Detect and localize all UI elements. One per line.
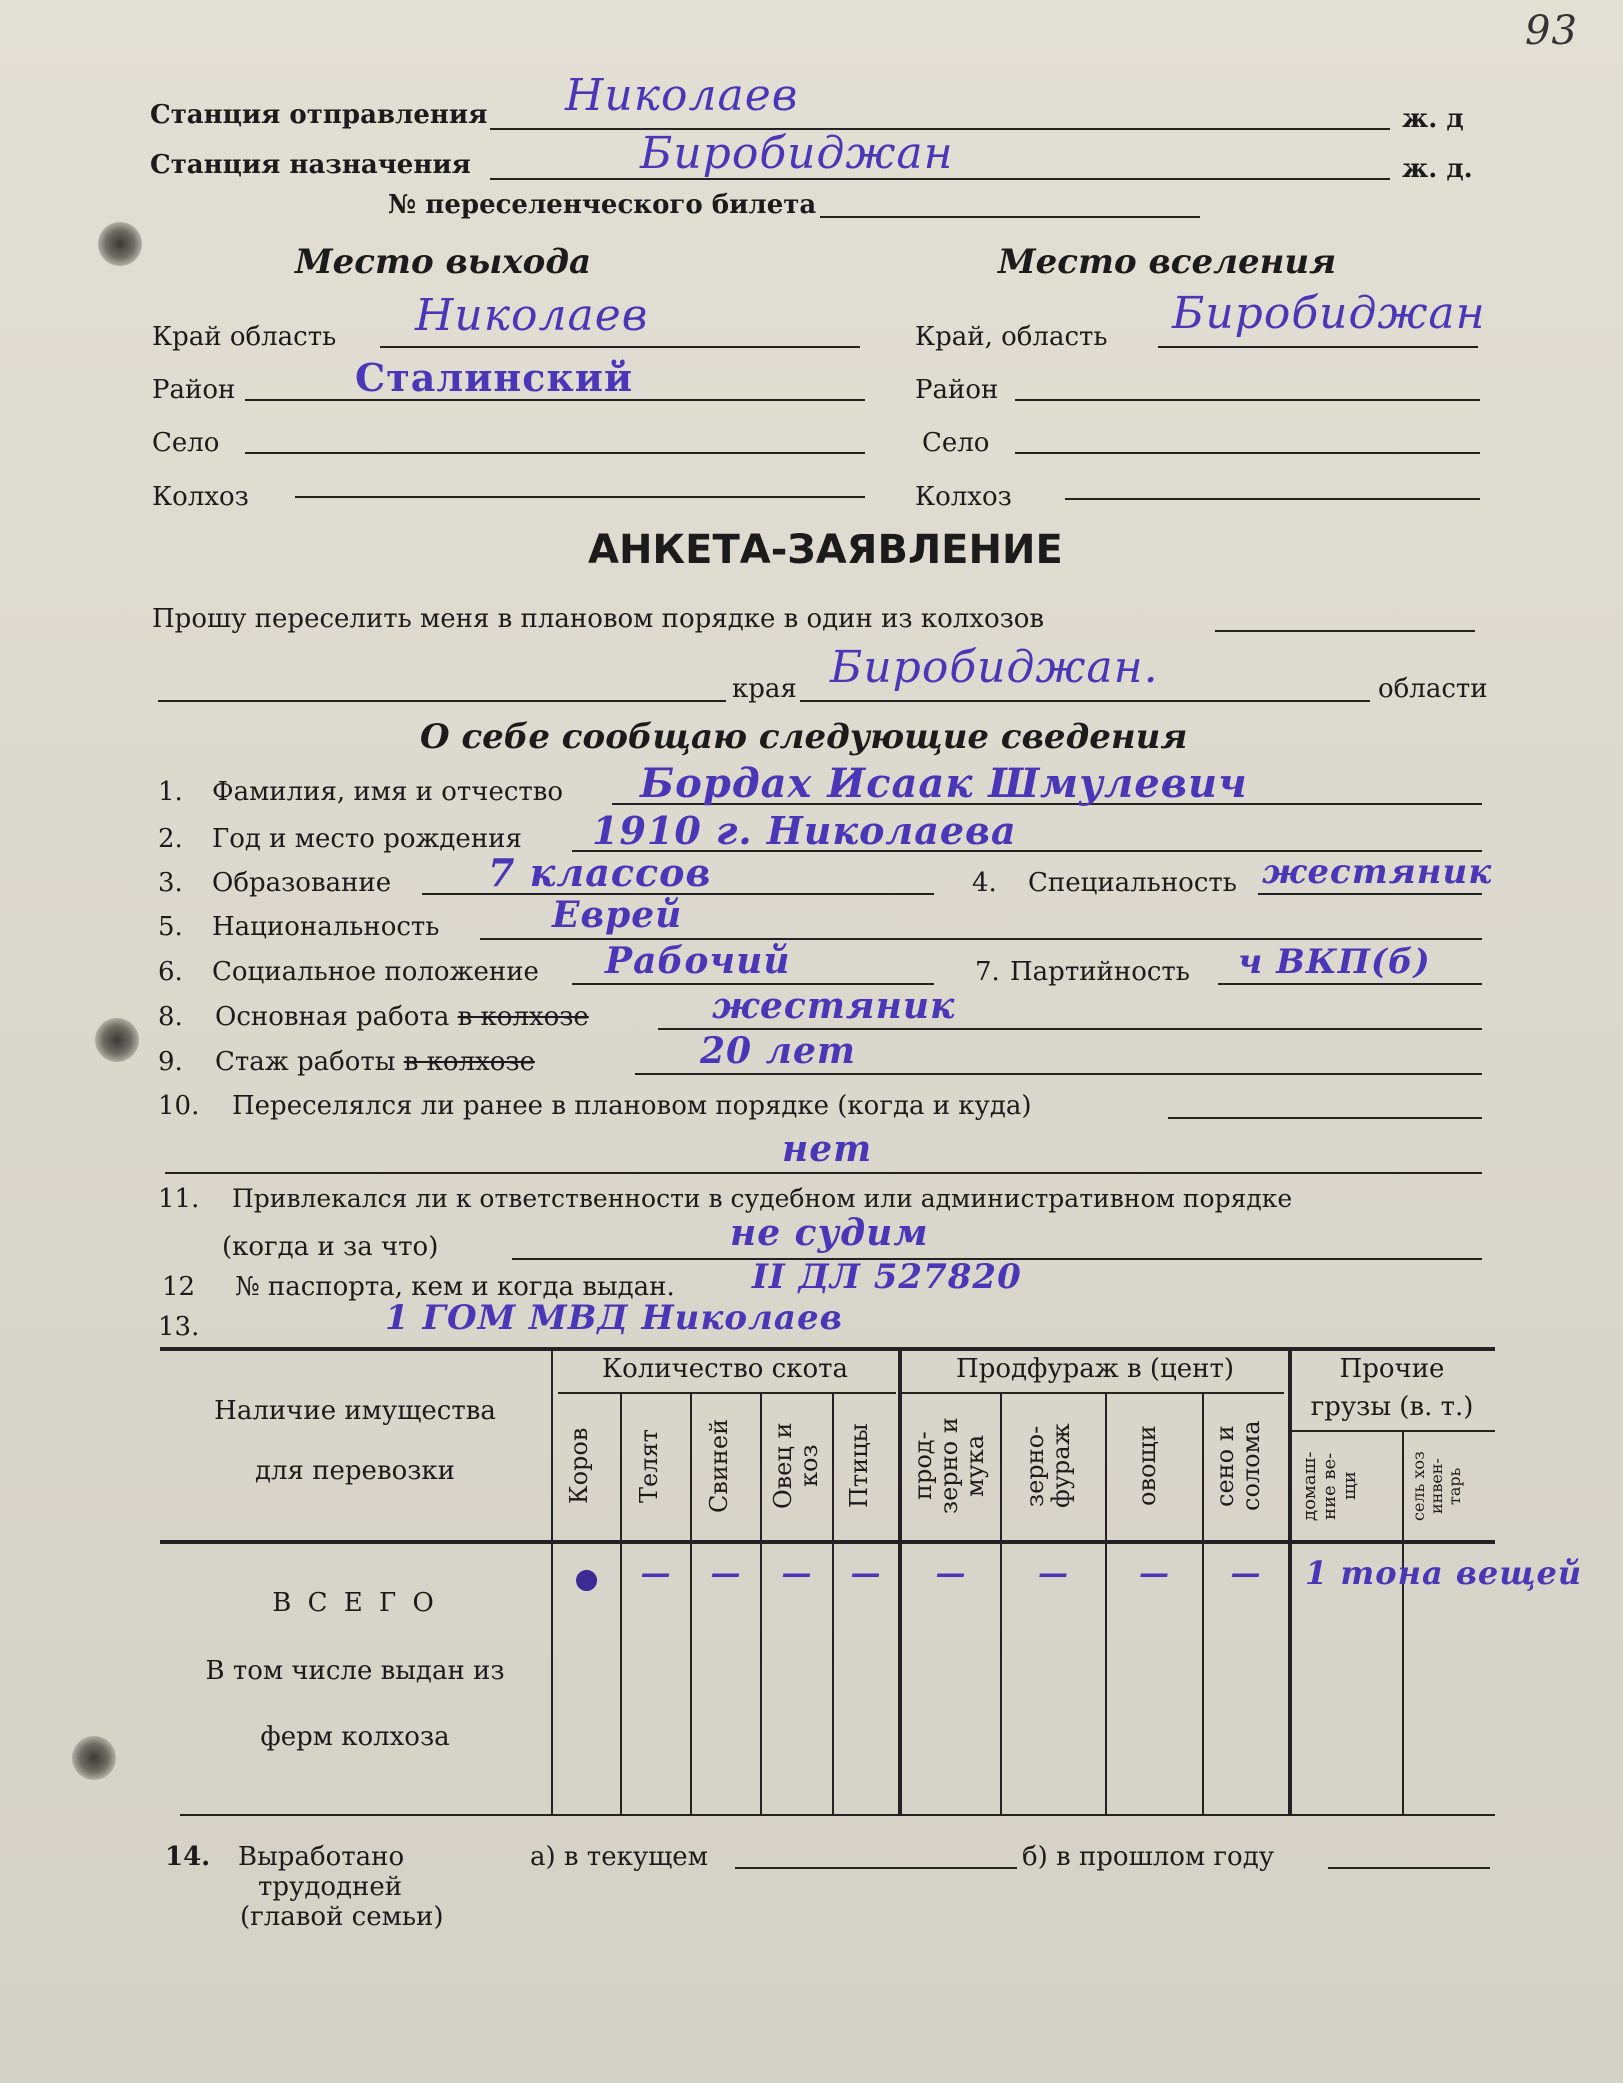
ticket-label: № переселенческого билета — [388, 190, 817, 220]
value-hay: — — [1230, 1556, 1262, 1591]
col-divider-7 — [1105, 1392, 1107, 1814]
footer-past-line — [1328, 1867, 1490, 1869]
col-divider-8 — [1202, 1392, 1204, 1814]
group-fodder: Продфураж в (цент) — [956, 1354, 1234, 1384]
origin-title: Место выхода — [295, 242, 592, 282]
field-7-label: Партийность — [1010, 957, 1190, 987]
kraya-line — [800, 700, 1370, 702]
punch-hole-top — [98, 222, 142, 266]
field-13-value: 1 ГОМ МВД Николаев — [385, 1298, 843, 1338]
value-vegetables: — — [1139, 1556, 1170, 1591]
col-sheep-goats: Овец и коз — [769, 1422, 823, 1510]
origin-district-label: Район — [152, 375, 236, 405]
origin-kolkhoz-label: Колхоз — [152, 482, 249, 512]
field-6-value: Рабочий — [605, 940, 791, 982]
footer-num: 14. — [165, 1842, 211, 1872]
col-pigs: Свиней — [705, 1418, 733, 1514]
field-4-label: Специальность — [1028, 868, 1237, 898]
col-household: домаш- ние ве- щи — [1299, 1451, 1360, 1521]
field-2-label: Год и место рождения — [212, 824, 522, 854]
departure-label: Станция отправления — [150, 100, 488, 130]
field-8-value: жестяник — [712, 985, 956, 1027]
livestock-subline — [558, 1392, 896, 1394]
group-livestock: Количество скота — [601, 1354, 849, 1384]
field-4-num: 4. — [972, 868, 997, 898]
punch-hole-middle — [95, 1018, 139, 1062]
row-header-2: для перевозки — [255, 1456, 455, 1486]
row-farms-label: ферм колхоза — [260, 1722, 450, 1752]
col-divider-10 — [1402, 1430, 1404, 1814]
settlement-kolkhoz-label: Колхоз — [915, 482, 1012, 512]
col-grain-flour: прод- зерно и мука — [909, 1417, 989, 1515]
row-total-label: В С Е Г О — [272, 1588, 438, 1618]
col-divider-4 — [832, 1392, 834, 1814]
field-7-line — [1218, 983, 1482, 985]
footer-current-line — [735, 1867, 1017, 1869]
field-8-label — [215, 1002, 589, 1032]
request-line — [1215, 630, 1475, 632]
field-8-struck: в колхозе — [457, 1002, 589, 1032]
field-9-line — [635, 1073, 1482, 1075]
field-8-num: 8. — [158, 1002, 183, 1032]
fodder-subline — [902, 1392, 1284, 1394]
settlement-title: Место вселения — [998, 242, 1337, 282]
origin-kolkhoz-line — [295, 496, 865, 498]
footer-label-1: Выработано — [238, 1842, 405, 1872]
destination-suffix: ж. д. — [1402, 154, 1473, 184]
kraya-value: Биробиджан. — [830, 642, 1159, 693]
col-divider-1 — [620, 1392, 622, 1814]
kraya-label: края — [732, 674, 797, 704]
field-10-num: 10. — [158, 1091, 200, 1121]
footer-past-label: б) в прошлом году — [1022, 1842, 1275, 1872]
info-title: О себе сообщаю следующие сведения — [420, 717, 1188, 757]
field-11-label: Привлекался ли к ответственности в судебном или административном порядке — [232, 1184, 1293, 1213]
origin-region-line — [380, 346, 860, 348]
footer-label-3: (главой семьи) — [240, 1902, 444, 1932]
field-12-label: № паспорта, кем и когда выдан. — [235, 1272, 675, 1302]
origin-village-label: Село — [152, 428, 220, 458]
value-pigs: — — [710, 1556, 742, 1591]
field-5-num: 5. — [158, 912, 183, 942]
field-12-value: II ДЛ 527820 — [752, 1257, 1022, 1297]
form-title: АНКЕТА-ЗАЯВЛЕНИЕ — [588, 527, 1063, 573]
field-3-label: Образование — [212, 868, 392, 898]
settlement-village-line — [1015, 452, 1480, 454]
field-6-num: 6. — [158, 957, 183, 987]
field-3-num: 3. — [158, 868, 183, 898]
field-9-value: 20 лет — [700, 1030, 856, 1072]
field-11-num: 11. — [158, 1184, 200, 1214]
col-agri-tools: сель хоз инвен- тарь — [1409, 1451, 1464, 1521]
col-divider-0 — [551, 1347, 553, 1814]
group-other-1: Прочие — [1339, 1354, 1445, 1384]
col-divider-9 — [1288, 1347, 1292, 1814]
col-calves: Телят — [635, 1429, 663, 1503]
field-3-value: 7 классов — [488, 850, 712, 895]
row-header-1: Наличие имущества — [214, 1396, 496, 1426]
footer-current-label: а) в текущем — [530, 1842, 708, 1872]
field-1-label: Фамилия, имя и отчество — [212, 777, 564, 807]
field-12-num: 12 — [162, 1272, 196, 1302]
col-poultry: Птицы — [845, 1423, 873, 1509]
field-4-value: жестяник — [1262, 852, 1493, 892]
value-sheep: — — [781, 1556, 813, 1591]
settlement-region-value: Биробиджан — [1172, 288, 1486, 339]
field-6-label: Социальное положение — [212, 957, 539, 987]
field-1-value: Бордах Исаак Шмулевич — [640, 760, 1248, 807]
field-2-value: 1910 г. Николаева — [592, 808, 1017, 853]
page-number: 93 — [1525, 8, 1578, 54]
origin-region-label: Край область — [152, 322, 337, 352]
value-calves: — — [640, 1556, 672, 1591]
field-5-label: Национальность — [212, 912, 440, 942]
value-household: 1 тона вещей — [1305, 1554, 1583, 1592]
field-5-value: Еврей — [552, 894, 683, 936]
field-11-label-2: (когда и за что) — [222, 1232, 439, 1262]
origin-village-line — [245, 452, 865, 454]
destination-value: Биробиджан — [640, 128, 954, 179]
punch-hole-bottom — [72, 1736, 116, 1780]
value-cows: • — [567, 1548, 607, 1618]
table-top-border — [160, 1347, 1495, 1351]
table-header-border — [160, 1540, 1495, 1544]
col-grain-fodder: зерно- фураж — [1021, 1423, 1075, 1509]
field-10-line — [1168, 1117, 1482, 1119]
departure-value: Николаев — [565, 70, 799, 121]
col-divider-3 — [760, 1392, 762, 1814]
destination-label: Станция назначения — [150, 150, 471, 180]
oblasti-label: области — [1378, 674, 1488, 704]
value-grain-fodder: — — [1038, 1556, 1069, 1591]
col-divider-2 — [690, 1392, 692, 1814]
request-line-2 — [158, 700, 726, 702]
ticket-line — [820, 216, 1200, 218]
field-7-num: 7. — [975, 957, 1000, 987]
settlement-kolkhoz-line — [1065, 498, 1480, 500]
table-bottom-border — [180, 1814, 1495, 1816]
field-9-struck: в колхозе — [403, 1047, 535, 1077]
field-2-num: 2. — [158, 824, 183, 854]
value-poultry: — — [850, 1556, 882, 1591]
field-9-num: 9. — [158, 1047, 183, 1077]
field-10-line-2 — [165, 1172, 1482, 1174]
row-issued-label: В том числе выдан из — [205, 1656, 505, 1686]
field-4-line — [1258, 893, 1482, 895]
settlement-region-line — [1158, 346, 1478, 348]
footer-label-2: трудодней — [258, 1872, 403, 1902]
field-10-value: нет — [782, 1128, 873, 1170]
field-11-value: не судим — [730, 1212, 929, 1254]
origin-district-value: Сталинский — [355, 355, 634, 400]
field-8-label-text: Основная работа — [215, 1002, 450, 1032]
field-10-label: Переселялся ли ранее в плановом порядке (когда и куда) — [232, 1091, 1032, 1121]
col-cows: Коров — [565, 1427, 593, 1505]
settlement-region-label: Край, область — [915, 322, 1108, 352]
settlement-district-line — [1015, 399, 1480, 401]
col-divider-6 — [1000, 1392, 1002, 1814]
field-7-value: ч ВКП(б) — [1238, 942, 1431, 982]
origin-region-value: Николаев — [415, 290, 649, 341]
col-vegetables: овощи — [1133, 1425, 1161, 1507]
group-other-2: грузы (в. т.) — [1310, 1392, 1474, 1422]
col-hay-straw: сено и солома — [1211, 1420, 1265, 1512]
request-text: Прошу переселить меня в плановом порядке в один из колхозов — [152, 604, 1045, 634]
settlement-village-label: Село — [922, 428, 990, 458]
field-1-num: 1. — [158, 777, 183, 807]
settlement-district-label: Район — [915, 375, 999, 405]
value-grain-flour: — — [935, 1556, 967, 1591]
field-9-label-text: Стаж работы — [215, 1047, 396, 1077]
field-13-num: 13. — [158, 1312, 200, 1342]
other-subline — [1290, 1430, 1495, 1432]
departure-suffix: ж. д — [1402, 104, 1464, 134]
field-9-label — [215, 1047, 535, 1077]
